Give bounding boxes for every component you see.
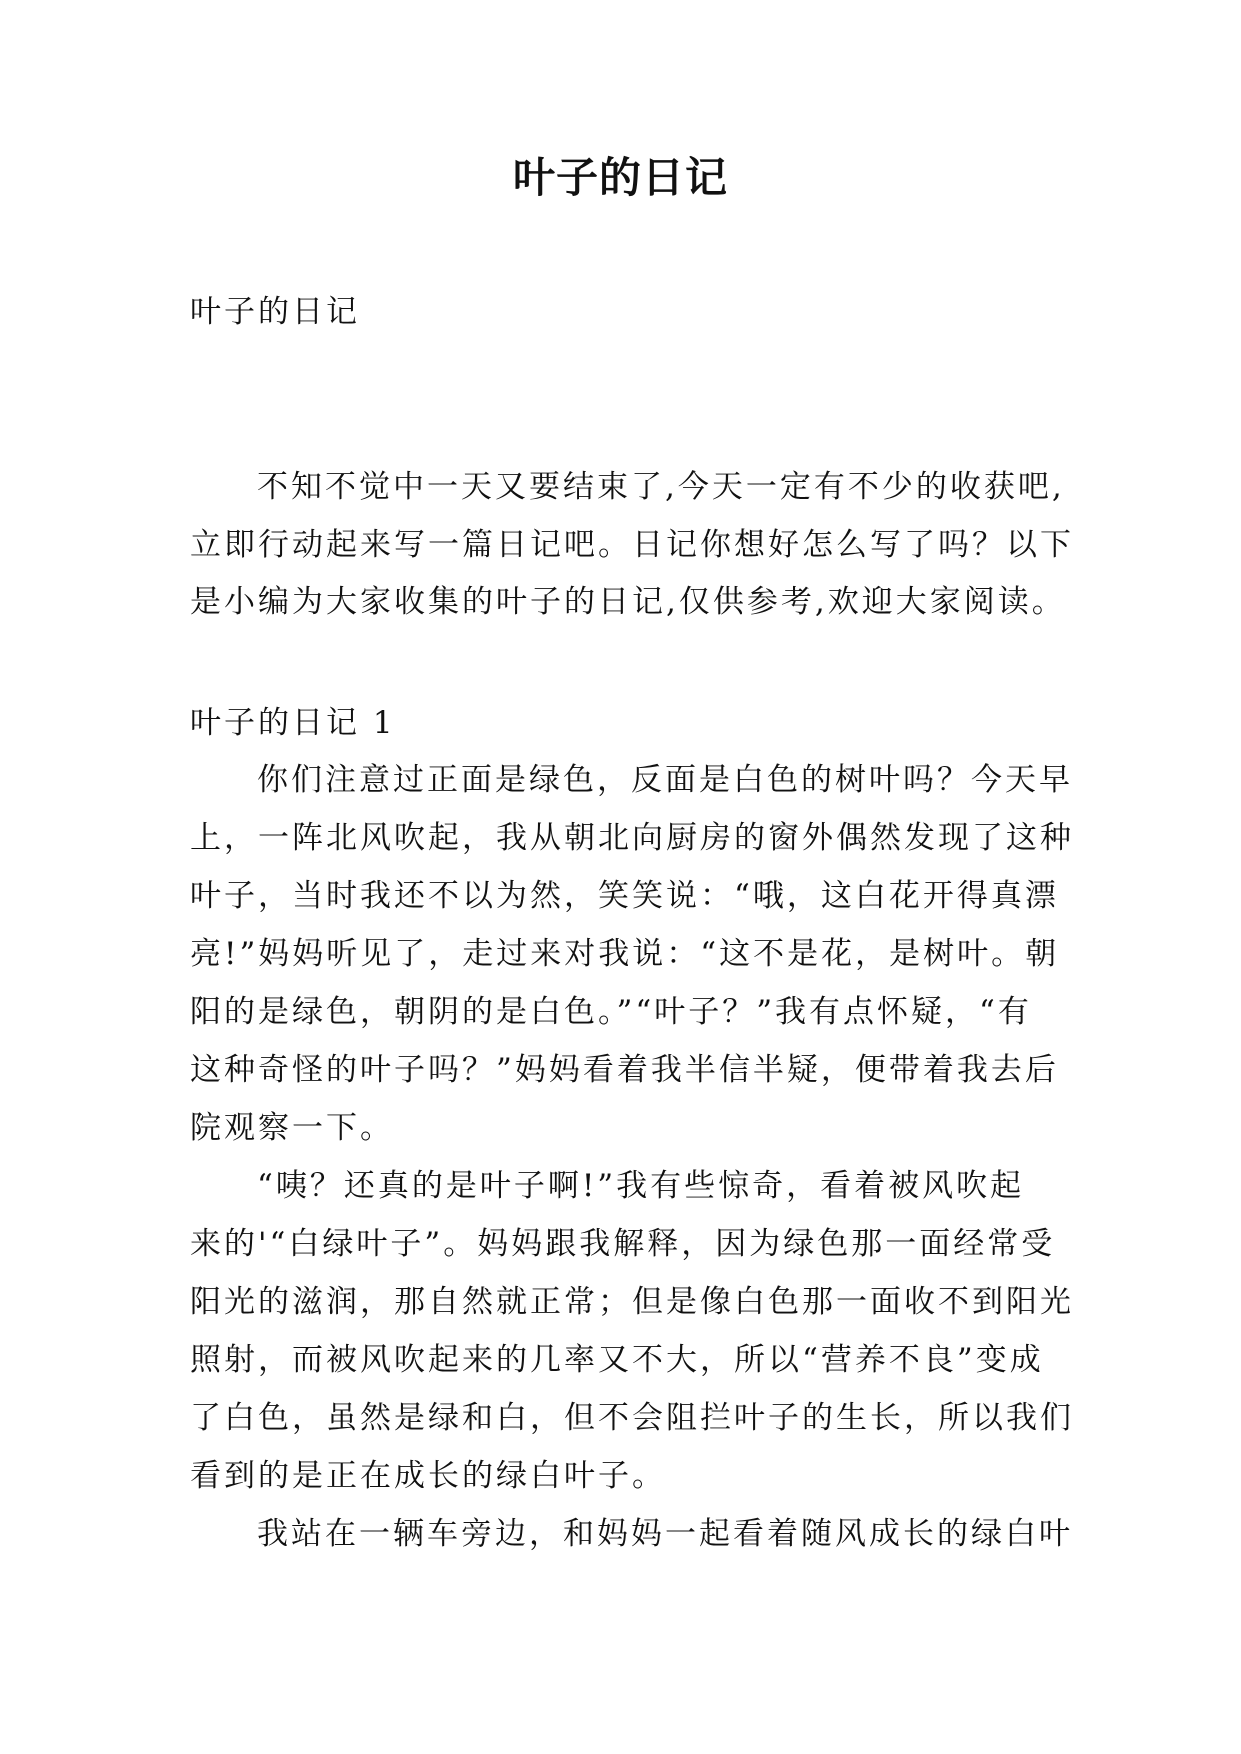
paragraph-line: 来的'“白绿叶子”。妈妈跟我解释，因为绿色那一面经常受 <box>190 1226 1056 1262</box>
paragraph-line: 阳光的滋润，那自然就正常；但是像白色那一面收不到阳光 <box>190 1284 1074 1320</box>
paragraph-line: 亮!”妈妈听见了，走过来对我说：“这不是花，是树叶。朝 <box>190 936 1060 972</box>
paragraph-line: 照射，而被风吹起来的几率又不大，所以“营养不良”变成 <box>190 1342 1044 1378</box>
paragraph-line: 你们注意过正面是绿色，反面是白色的树叶吗？今天早 <box>257 762 1073 798</box>
paragraph-line: 叶子，当时我还不以为然，笑笑说：“哦，这白花开得真漂 <box>190 878 1059 914</box>
paragraph-line: 这种奇怪的叶子吗？”妈妈看着我半信半疑，便带着我去后 <box>190 1052 1059 1088</box>
paragraph-line: 了白色，虽然是绿和白，但不会阻拦叶子的生长，所以我们 <box>190 1400 1074 1436</box>
intro-line: 不知不觉中一天又要结束了,今天一定有不少的收获吧, <box>257 469 1065 505</box>
paragraph-line: 看到的是正在成长的绿白叶子。 <box>190 1458 666 1494</box>
paragraph-line: 院观察一下。 <box>190 1110 394 1146</box>
paragraph-line: 上，一阵北风吹起，我从朝北向厨房的窗外偶然发现了这种 <box>190 820 1074 856</box>
paragraph-line: 我站在一辆车旁边，和妈妈一起看着随风成长的绿白叶 <box>257 1516 1073 1552</box>
intro-line: 是小编为大家收集的叶子的日记,仅供参考,欢迎大家阅读。 <box>190 584 1066 620</box>
document-title: 叶子的日记 <box>512 153 728 202</box>
section-heading: 叶子的日记 1 <box>190 705 396 741</box>
paragraph-line: 阳的是绿色，朝阴的是白色。”“叶子？”我有点怀疑，“有 <box>190 994 1032 1030</box>
paragraph-line: “咦？还真的是叶子啊!”我有些惊奇，看着被风吹起 <box>257 1168 1025 1204</box>
intro-line: 立即行动起来写一篇日记吧。日记你想好怎么写了吗？以下 <box>190 527 1074 563</box>
document-subtitle: 叶子的日记 <box>190 294 360 330</box>
